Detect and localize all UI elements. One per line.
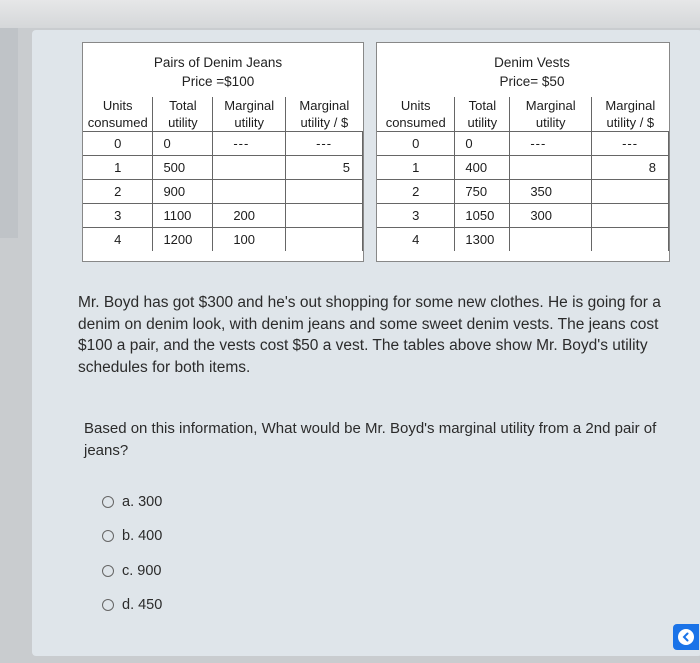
total-utility-cell: 500 bbox=[153, 156, 213, 180]
marginal-utility-per-dollar-cell bbox=[592, 204, 669, 228]
vests-utility-table bbox=[377, 97, 669, 251]
vests-title-line1: Denim Vests bbox=[494, 55, 570, 70]
option-a[interactable] bbox=[102, 494, 162, 510]
units-cell: 4 bbox=[83, 228, 153, 252]
vests-table-title bbox=[477, 53, 587, 91]
table-row bbox=[377, 204, 669, 228]
total-utility-cell: 1050 bbox=[455, 204, 510, 228]
marginal-utility-per-dollar-cell bbox=[286, 204, 363, 228]
total-utility-cell: 0 bbox=[153, 132, 213, 156]
vests-price: Price= $50 bbox=[499, 74, 565, 89]
units-cell: 2 bbox=[83, 180, 153, 204]
table-row bbox=[377, 180, 669, 204]
total-utility-cell: 900 bbox=[153, 180, 213, 204]
table-row bbox=[83, 156, 363, 180]
radio-button-icon[interactable] bbox=[102, 496, 114, 508]
header-marginal-utility-per-dollar: Marginal utility / $ bbox=[592, 97, 669, 132]
marginal-utility-cell: --- bbox=[213, 132, 286, 156]
marginal-utility-per-dollar-cell: 5 bbox=[286, 156, 363, 180]
left-edge-strip bbox=[0, 28, 18, 238]
chevron-left-icon bbox=[678, 629, 694, 645]
header-total-utility: Total utility bbox=[153, 97, 213, 132]
marginal-utility-per-dollar-cell bbox=[592, 228, 669, 252]
units-cell: 1 bbox=[83, 156, 153, 180]
header-units: Units consumed bbox=[377, 97, 455, 132]
marginal-utility-cell bbox=[510, 156, 592, 180]
marginal-utility-cell: 100 bbox=[213, 228, 286, 252]
jeans-header-row bbox=[83, 97, 363, 132]
total-utility-cell: 1200 bbox=[153, 228, 213, 252]
table-row bbox=[83, 132, 363, 156]
jeans-title-line1: Pairs of Denim Jeans bbox=[153, 55, 283, 70]
marginal-utility-cell bbox=[213, 180, 286, 204]
option-label: b. 400 bbox=[122, 528, 163, 544]
marginal-utility-cell: --- bbox=[510, 132, 592, 156]
marginal-utility-per-dollar-cell bbox=[592, 180, 669, 204]
header-marginal-utility: Marginal utility bbox=[213, 97, 286, 132]
back-nav-button[interactable] bbox=[673, 624, 699, 650]
units-cell: 4 bbox=[377, 228, 455, 252]
jeans-table-panel bbox=[82, 42, 364, 262]
option-b[interactable] bbox=[102, 528, 162, 544]
total-utility-cell: 1100 bbox=[153, 204, 213, 228]
problem-paragraph: Mr. Boyd has got $300 and he's out shopping for some new clothes. He is going for a denim on denim look, with denim jeans and some sweet denim vests. The jeans cost $100 a pair, and the vests cost $50 a vest. The tables above show Mr. Boyd's utility schedules for both items. bbox=[78, 294, 661, 376]
radio-button-icon[interactable] bbox=[102, 599, 114, 611]
header-marginal-utility: Marginal utility bbox=[510, 97, 592, 132]
units-cell: 0 bbox=[83, 132, 153, 156]
marginal-utility-cell bbox=[510, 228, 592, 252]
header-marginal-utility-per-dollar: Marginal utility / $ bbox=[286, 97, 363, 132]
header-units: Units consumed bbox=[83, 97, 153, 132]
marginal-utility-per-dollar-cell: --- bbox=[592, 132, 669, 156]
option-label: a. 300 bbox=[122, 494, 163, 510]
marginal-utility-cell: 350 bbox=[510, 180, 592, 204]
radio-button-icon[interactable] bbox=[102, 530, 114, 542]
jeans-utility-table bbox=[83, 97, 363, 251]
marginal-utility-per-dollar-cell bbox=[286, 180, 363, 204]
units-cell: 3 bbox=[83, 204, 153, 228]
table-row bbox=[377, 228, 669, 252]
option-c[interactable] bbox=[102, 563, 162, 579]
option-d[interactable] bbox=[102, 597, 162, 613]
table-row bbox=[377, 132, 669, 156]
marginal-utility-per-dollar-cell: 8 bbox=[592, 156, 669, 180]
marginal-utility-cell bbox=[213, 156, 286, 180]
question-text: Based on this information, What would be Mr. Boyd's marginal utility from a 2nd pair of jeans? bbox=[84, 420, 657, 459]
header-total-utility: Total utility bbox=[455, 97, 510, 132]
table-row bbox=[83, 228, 363, 252]
marginal-utility-cell: 300 bbox=[510, 204, 592, 228]
vests-table-panel bbox=[376, 42, 670, 262]
units-cell: 3 bbox=[377, 204, 455, 228]
total-utility-cell: 400 bbox=[455, 156, 510, 180]
jeans-price: Price =$100 bbox=[181, 74, 255, 89]
units-cell: 1 bbox=[377, 156, 455, 180]
marginal-utility-per-dollar-cell: --- bbox=[286, 132, 363, 156]
total-utility-cell: 1300 bbox=[455, 228, 510, 252]
marginal-utility-cell: 200 bbox=[213, 204, 286, 228]
radio-button-icon[interactable] bbox=[102, 565, 114, 577]
table-row bbox=[377, 156, 669, 180]
option-label: d. 450 bbox=[122, 597, 163, 613]
option-label: c. 900 bbox=[122, 563, 162, 579]
units-cell: 2 bbox=[377, 180, 455, 204]
total-utility-cell: 0 bbox=[455, 132, 510, 156]
total-utility-cell: 750 bbox=[455, 180, 510, 204]
table-row bbox=[83, 180, 363, 204]
top-band bbox=[0, 0, 700, 28]
jeans-table-title bbox=[143, 53, 293, 91]
vests-header-row bbox=[377, 97, 669, 132]
marginal-utility-per-dollar-cell bbox=[286, 228, 363, 252]
units-cell: 0 bbox=[377, 132, 455, 156]
question-card bbox=[32, 30, 700, 656]
table-row bbox=[83, 204, 363, 228]
